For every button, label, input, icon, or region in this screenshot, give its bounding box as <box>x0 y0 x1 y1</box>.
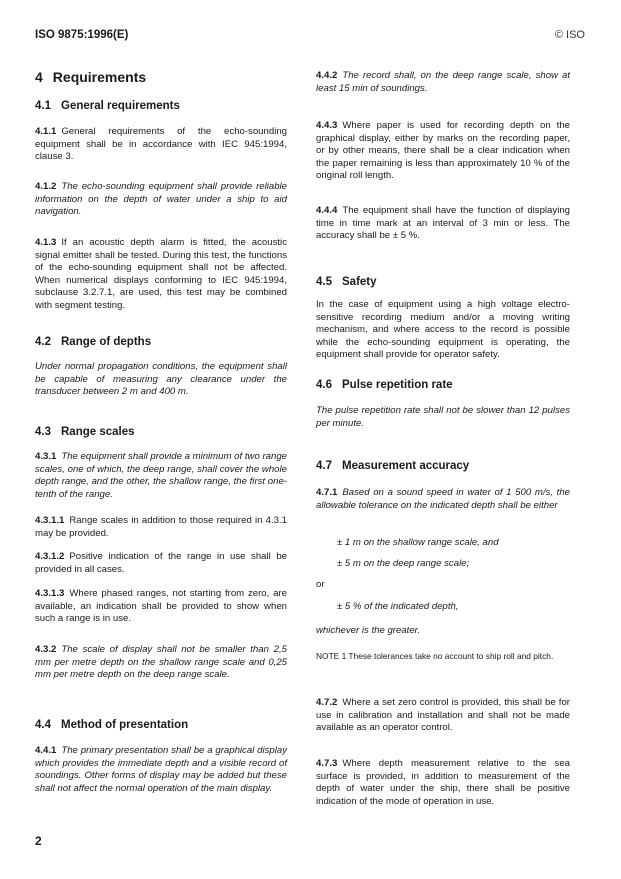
clause-4-3-1-2: 4.3.1.2 Positive indication of the range in use shall be provided in all cases. <box>35 551 287 575</box>
clause-4-3-1-1: 4.3.1.1 Range scales in addition to those required in 4.3.1 may be provided. <box>35 515 287 539</box>
section-4-7-heading: 4.7 Measurement accuracy <box>316 460 470 472</box>
tolerance-percent: ± 5 % of the indicated depth, <box>337 601 459 612</box>
clause-4-7-1: 4.7.1 Based on a sound speed in water of 1 500 m/s, the allowable tolerance on the indicated depth shall be either <box>316 487 570 511</box>
page-number: 2 <box>35 834 42 848</box>
document-id: ISO 9875:1996(E) <box>35 29 129 41</box>
clause-4-1-1: 4.1.1 General requirements of the echo-sounding equipment shall be in accordance with IEC 945:1994, clause 3. <box>35 126 287 162</box>
clause-4-3-1-3: 4.3.1.3 Where phased ranges, not starting from zero, are available, an indication shall be provided to show when such a range is in use. <box>35 588 287 624</box>
clause-4-2-text: Under normal propagation conditions, the equipment shall be capable of measuring any clearance under the transducer between 2 m and 400 m. <box>35 361 287 397</box>
clause-4-4-1: 4.4.1 The primary presentation shall be a graphical display which provides the immediate depth and a visible record of soundings. Other forms of display may be added but these shall not affect the normal operation of the main display. <box>35 745 287 794</box>
note-1: NOTE 1 These tolerances take no account to ship roll and pitch. <box>316 651 554 661</box>
clause-4-3-1: 4.3.1 The equipment shall provide a minimum of two range scales, one of which, the deep range, shall cover the whole depth range, and the other, the shallow range, the first one-tenth of the range. <box>35 451 287 500</box>
section-4-6-heading: 4.6 Pulse repetition rate <box>316 379 453 391</box>
section-4-5-heading: 4.5 Safety <box>316 276 377 288</box>
clause-4-4-4: 4.4.4 The equipment shall have the function of displaying time in time mark at an interval of 3 min or less. The accuracy shall be ± 5 %. <box>316 205 570 241</box>
clause-4-6-text: The pulse repetition rate shall not be slower than 12 pulses per minute. <box>316 405 570 429</box>
clause-4-1-3: 4.1.3 If an acoustic depth alarm is fitted, the acoustic signal emitter shall be tested. During this test, the functions of the echo-sounding equipment shall not be affected. When numerical displays conforming to IEC 945:1994, subclause 3.2.7.1, are used, this test may be combined with segment testing. <box>35 237 287 311</box>
clause-4-3-2: 4.3.2 The scale of display shall not be smaller than 2,5 mm per metre depth on the shallow range scale and 0,25 mm per metre depth on the deep range scale. <box>35 644 287 680</box>
section-4-4-heading: 4.4 Method of presentation <box>35 719 189 731</box>
section-4-2-heading: 4.2 Range of depths <box>35 336 152 348</box>
section-4-3-heading: 4.3 Range scales <box>35 426 135 438</box>
clause-4-5-text: In the case of equipment using a high voltage electro-sensitive recording medium and/or a moving writing mechanism, and where access to the record is possible while the echo-sounding equipment is operating, the equipment shall provide for operator safety. <box>316 299 570 360</box>
tolerance-shallow: ± 1 m on the shallow range scale, and <box>337 537 499 548</box>
section-4-heading: 4 Requirements <box>35 69 147 85</box>
clause-4-4-2: 4.4.2 The record shall, on the deep range scale, show at least 15 min of soundings. <box>316 70 570 94</box>
copyright-mark: © ISO <box>554 29 585 41</box>
whichever-text: whichever is the greater. <box>316 625 421 636</box>
or-text: or <box>316 579 325 590</box>
clause-4-1-2: 4.1.2 The echo-sounding equipment shall provide reliable information on the depth of water under a ship to aid navigation. <box>35 181 287 217</box>
clause-4-7-2: 4.7.2 Where a set zero control is provided, this shall be for use in calibration and installation and shall not be made available as an operator control. <box>316 697 570 733</box>
section-4-1-heading: 4.1 General requirements <box>35 100 180 112</box>
clause-4-4-3: 4.4.3 Where paper is used for recording depth on the graphical display, either by marks on the recording paper, or by other means, there shall be a clear indication when the paper remaining is less than approximately 10 % of the original roll length. <box>316 120 570 181</box>
tolerance-deep: ± 5 m on the deep range scale; <box>337 558 470 569</box>
clause-4-7-3: 4.7.3 Where depth measurement relative to the sea surface is provided, in addition to measurement of the depth of water under the ship, there shall be positive indication of the mode of operation in use. <box>316 758 570 807</box>
